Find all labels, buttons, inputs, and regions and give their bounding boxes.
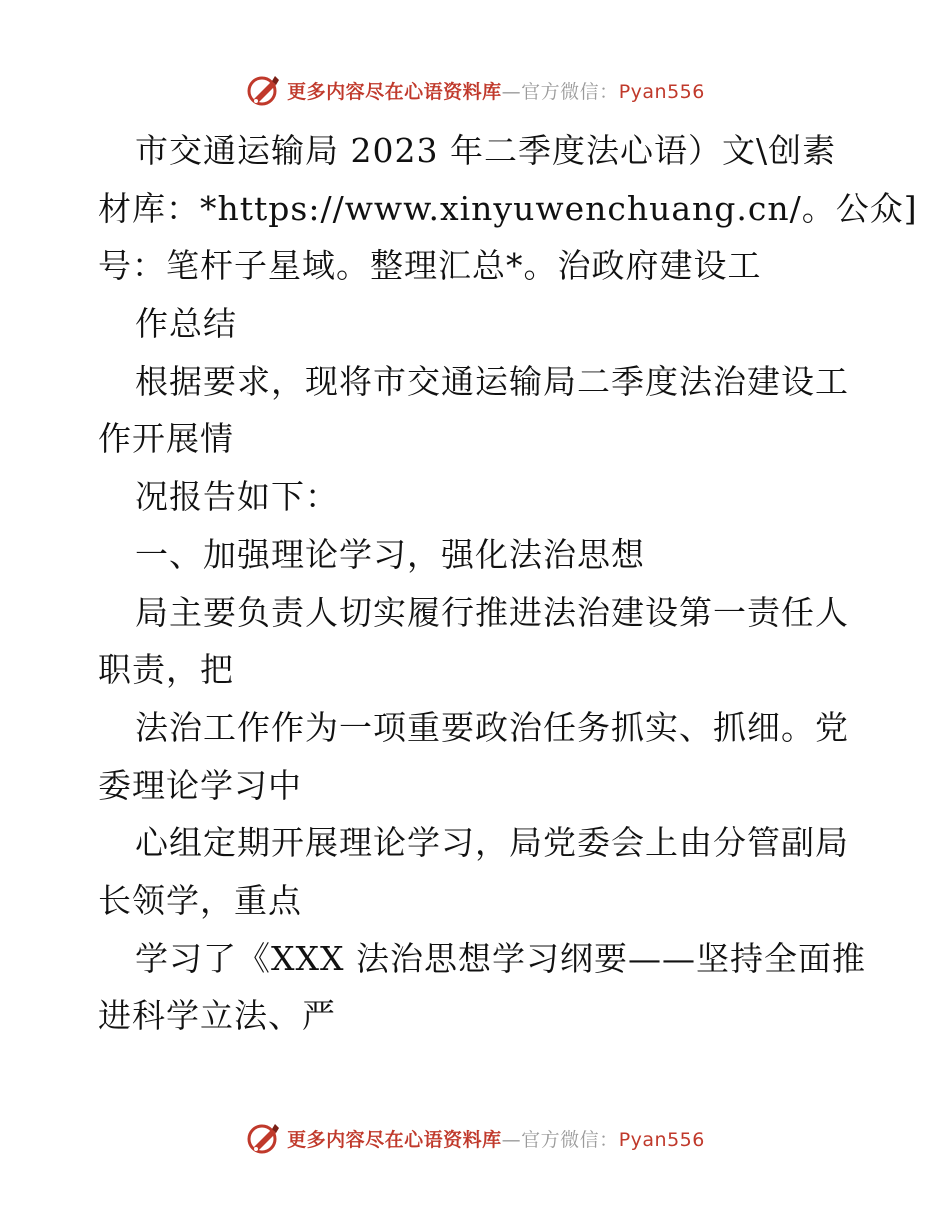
text-line: 材库：*https://www.xinyuwenchuang.cn/。公众] (98, 188, 918, 228)
document-body (98, 122, 918, 1045)
text-line: 况报告如下： (135, 477, 339, 517)
text-line: 局主要负责人切实履行推进法治建设第一责任人 (135, 592, 849, 632)
text-line: 一、加强理论学习，强化法治思想 (135, 534, 645, 574)
red-pen-logo-icon (245, 1120, 281, 1156)
text-line: 作总结 (135, 304, 237, 344)
banner-site-name: 更多内容尽在心语资料库 (287, 80, 502, 103)
text-line: 委理论学习中 (98, 765, 302, 805)
text-line: 心组定期开展理论学习，局党委会上由分管副局 (135, 823, 849, 863)
text-line: 作开展情 (98, 419, 234, 459)
banner-wechat-id: Pyan556 (618, 80, 705, 103)
text-line: 职责，把 (98, 650, 234, 690)
red-pen-logo-icon (245, 72, 281, 108)
banner-site-name: 更多内容尽在心语资料库 (287, 1128, 502, 1151)
text-line: 进科学立法、严 (98, 996, 336, 1036)
footer-banner (0, 1118, 950, 1158)
text-line: 市交通运输局 2023 年二季度法心语）文\创素 (135, 131, 837, 170)
text-line: 根据要求，现将市交通运输局二季度法治建设工 (135, 361, 849, 401)
banner-text (287, 1125, 705, 1152)
text-line: 号：笔杆子星域。整理汇总*。治政府建设工 (98, 246, 762, 286)
text-line: 法治工作作为一项重要政治任务抓实、抓细。党 (135, 707, 849, 747)
banner-text (287, 77, 705, 104)
banner-wechat-id: Pyan556 (618, 1128, 705, 1151)
header-banner (0, 70, 950, 110)
text-line: 学习了《XXX 法治思想学习纲要——坚持全面推 (135, 938, 866, 978)
text-line: 长领学，重点 (98, 880, 302, 920)
banner-wechat-label: —官方微信： (501, 1128, 619, 1151)
banner-wechat-label: —官方微信： (501, 80, 619, 103)
